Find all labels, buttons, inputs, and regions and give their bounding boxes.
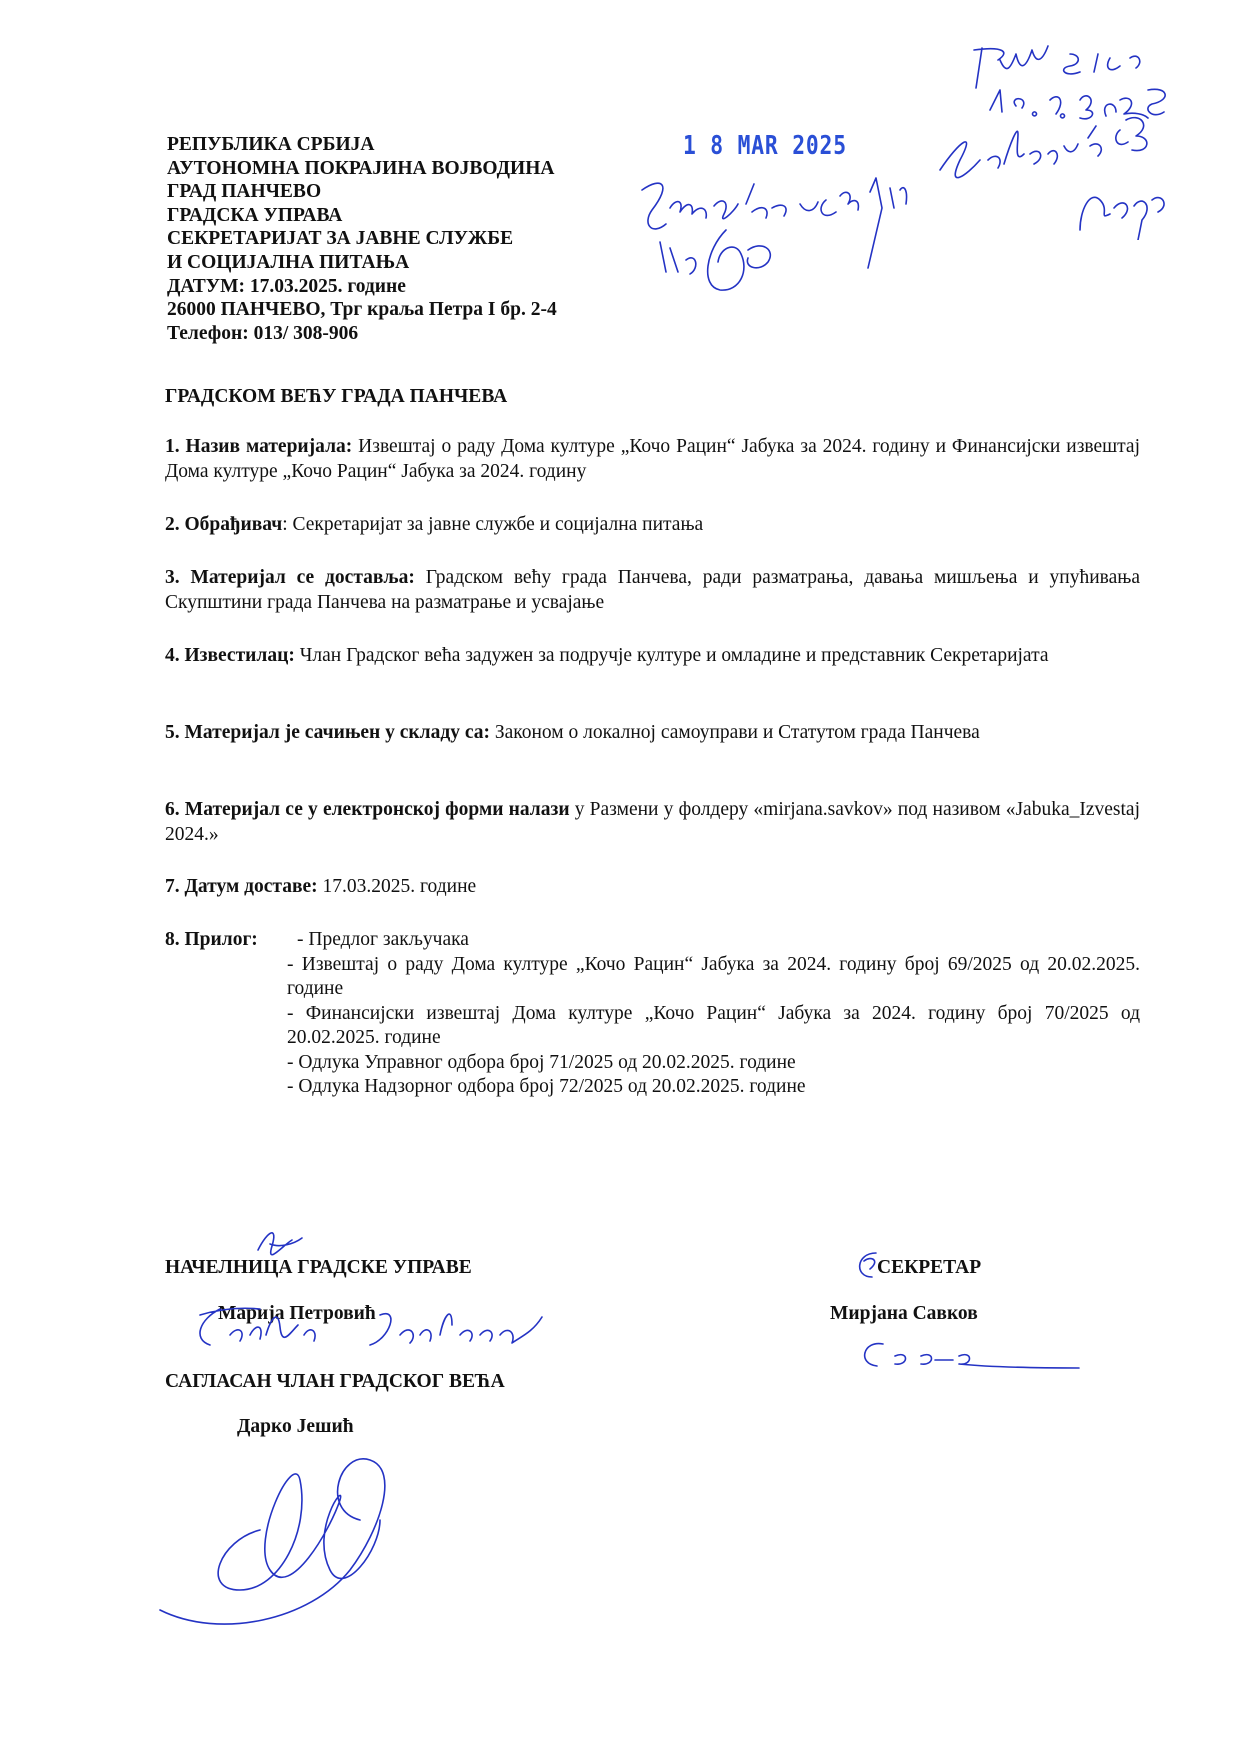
item-text: : Секретаријат за јавне службе и социјална питања xyxy=(282,514,704,535)
item-delivered-to xyxy=(165,566,1140,615)
handwritten-received-note xyxy=(930,20,1200,240)
council-title: САГЛАСАН ЧЛАН ГРАДСКОГ ВЕЋА xyxy=(165,1371,505,1392)
attachment-item: - Предлог закључака xyxy=(297,929,469,950)
header-line: РЕПУБЛИКА СРБИЈА xyxy=(167,134,375,155)
header-line: ГРАДСКА УПРАВА xyxy=(167,204,343,226)
item-label: 4. Известилац: xyxy=(165,645,295,666)
item-text: Градском већу града Панчева, ради разматрања, давања мишљења и упућивања Скупштини града Панчева на разматрање и усвајање xyxy=(165,567,1141,613)
sender-header xyxy=(167,133,557,345)
header-line: АУТОНОМНА ПОКРАЈИНА ВОЈВОДИНА xyxy=(167,157,555,179)
item-processor xyxy=(165,513,1140,538)
attachments-label: 8. Прилог: xyxy=(165,929,258,950)
item-text: Извештај о раду Дома културе „Кочо Рацин“ Јабука за 2024. годину и Финансијски извештај Дома културе „Кочо Рацин“ Јабука за 2024. годину xyxy=(165,436,1140,482)
initials-head xyxy=(250,1220,310,1260)
item-label: 7. Датум доставе: xyxy=(165,876,318,897)
item-legal-basis xyxy=(165,721,1140,746)
item-label: 2. Обрађивач xyxy=(165,514,283,535)
item-electronic-form xyxy=(165,798,1140,847)
item-text: у Размени у фолдеру «mirjana.savkov» под називом «Jabuka_Izvestaj 2024.» xyxy=(165,799,1140,845)
attachment-item: - Одлука Управног одбора број 71/2025 од 20.02.2025. године xyxy=(287,1051,796,1073)
signature-secretary xyxy=(855,1330,1095,1380)
item-text: Члан Градског већа задужен за подручје културе и омладине и представник Секретаријата xyxy=(294,645,1049,666)
item-reporter xyxy=(165,644,1140,669)
item-label: 6. Материјал се у електронској форми налази xyxy=(165,799,570,820)
council-name: Дарко Јешић xyxy=(237,1416,354,1437)
attachment-item: - Финансијски извештај Дома културе „Кочо Рацин“ Јабука за 2024. годину број 70/2025 од 20.02.2025. године xyxy=(287,1002,1140,1048)
head-name: Марија Петровић xyxy=(218,1303,376,1324)
secretary-name: Мирјана Савков xyxy=(830,1303,978,1324)
head-title: НАЧЕЛНИЦА ГРАДСКЕ УПРАВЕ xyxy=(165,1257,472,1278)
header-phone: Телефон: 013/ 308-906 xyxy=(167,322,359,344)
secretary-title: СЕКРЕТАР xyxy=(877,1257,982,1278)
attachment-item: - Извештај о раду Дома културе „Кочо Рацин“ Јабука за 2024. годину број 69/2025 од 20.02.2025. године xyxy=(287,953,1140,999)
addressee: ГРАДСКОМ ВЕЋУ ГРАДА ПАНЧЕВА xyxy=(165,386,508,407)
item-label: 5. Материјал је сачињен у складу са: xyxy=(165,722,490,743)
attachment-item: - Одлука Надзорног одбора број 72/2025 од 20.02.2025. године xyxy=(287,1076,806,1097)
signature-council xyxy=(150,1430,430,1650)
item-delivery-date xyxy=(165,875,1140,900)
header-line: ГРАД ПАНЧЕВО xyxy=(167,181,322,203)
signature-head xyxy=(180,1295,560,1355)
handwritten-note-stamp xyxy=(630,160,950,310)
attachments xyxy=(165,928,1140,1100)
item-label: 1. Назив материјала: xyxy=(165,436,353,457)
item-text: Законом о локалној самоуправи и Статутом града Панчева xyxy=(489,722,980,743)
item-material-name xyxy=(165,435,1140,484)
initials-secretary xyxy=(850,1245,890,1285)
header-line: СЕКРЕТАРИЈАТ ЗА ЈАВНЕ СЛУЖБЕ xyxy=(167,228,514,250)
header-line: И СОЦИЈАЛНА ПИТАЊА xyxy=(167,251,410,273)
received-stamp: 1 8 MAR 2025 xyxy=(683,131,847,161)
item-label: 3. Материјал се доставља: xyxy=(165,567,415,588)
item-text: 17.03.2025. године xyxy=(317,876,477,897)
header-address: 26000 ПАНЧЕВО, Трг краља Петра I бр. 2-4 xyxy=(167,299,557,321)
header-date: ДАТУМ: 17.03.2025. године xyxy=(167,275,406,297)
